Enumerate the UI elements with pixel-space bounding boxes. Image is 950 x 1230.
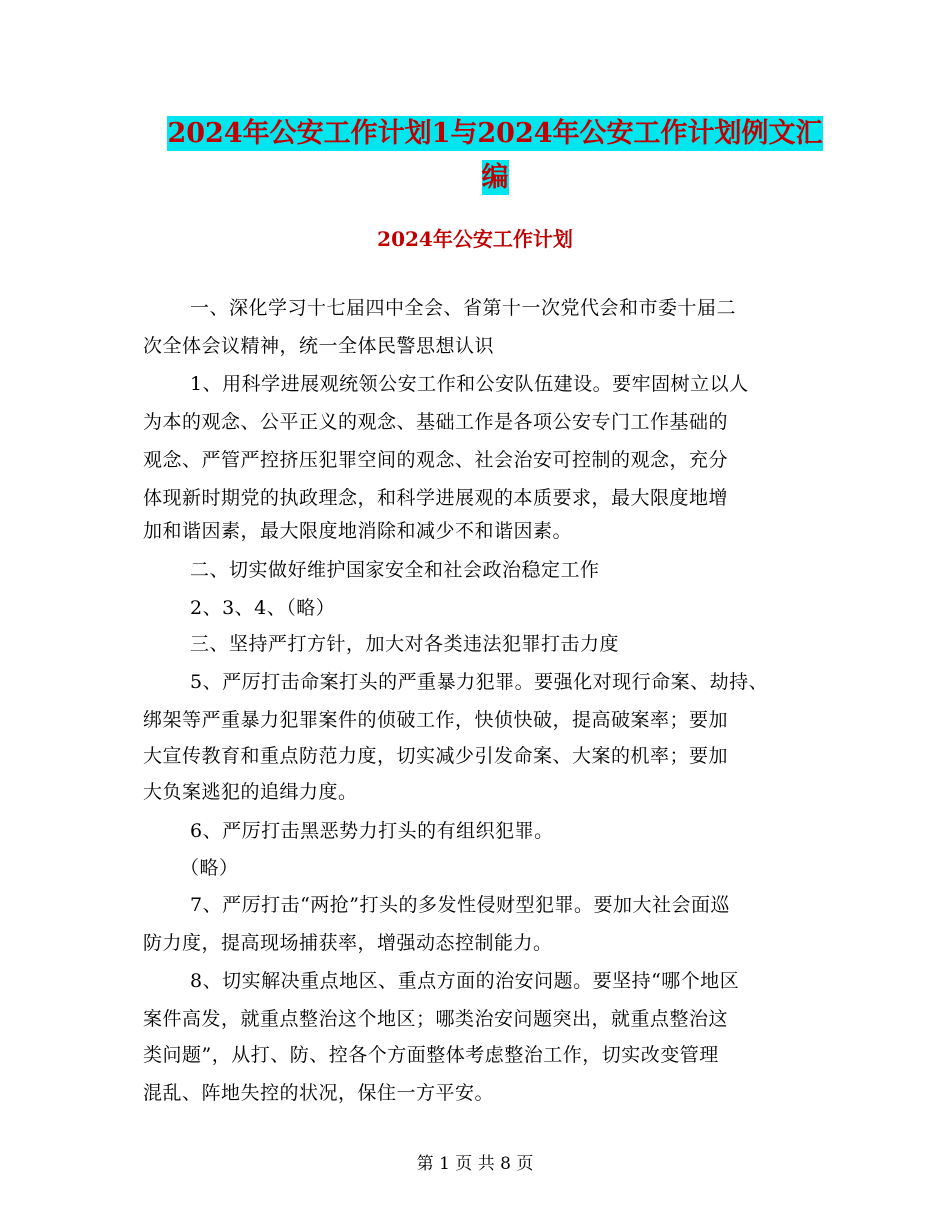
body-line: 加和谐因素，最大限度地消除和减少不和谐因素。 <box>143 520 573 542</box>
page-footer: 第 1 页 共 8 页 <box>416 1154 534 1174</box>
body-line: 体现新时期党的执政理念，和科学进展观的本质要求，最大限度地增 <box>143 487 729 509</box>
body-line: 案件高发，就重点整治这个地区；哪类治安问题突出，就重点整治这 <box>143 1008 729 1030</box>
body-line: 防力度，提高现场捕获率，增强动态控制能力。 <box>143 932 553 954</box>
body-line: 为本的观念、公平正义的观念、基础工作是各项公安专门工作基础的 <box>143 411 729 433</box>
body-line: 6、严厉打击黑恶势力打头的有组织犯罪。 <box>190 820 554 842</box>
document-title-line-1: 2024年公安工作计划1与2024年公安工作计划例文汇 <box>167 118 823 149</box>
body-line: 一、深化学习十七届四中全会、省第十一次党代会和市委十届二 <box>190 297 737 319</box>
body-line: 大负案逃犯的追缉力度。 <box>143 781 358 803</box>
body-line: 大宣传教育和重点防范力度，切实减少引发命案、大案的机率；要加 <box>143 745 729 767</box>
body-line: 类问题”，从打、防、控各个方面整体考虑整治工作，切实改变管理 <box>143 1044 719 1066</box>
body-line: （略） <box>180 857 239 879</box>
body-line: 2、3、4、（略） <box>190 597 336 619</box>
body-line: 次全体会议精神，统一全体民警思想认识 <box>143 335 495 357</box>
body-line: 5、严厉打击命案打头的严重暴力犯罪。要强化对现行命案、劫持、 <box>190 671 769 693</box>
body-line: 1、用科学进展观统领公安工作和公安队伍建设。要牢固树立以人 <box>190 373 749 395</box>
body-line: 三、坚持严打方针，加大对各类违法犯罪打击力度 <box>190 633 620 655</box>
document-title <box>150 112 840 200</box>
section-title: 2024年公安工作计划 <box>377 227 573 251</box>
body-line: 观念、严管严控挤压犯罪空间的观念、社会治安可控制的观念，充分 <box>143 449 729 471</box>
body-line: 8、切实解决重点地区、重点方面的治安问题。要坚持“哪个地区 <box>190 970 740 992</box>
document-title-line-2: 编 <box>481 162 509 193</box>
body-line: 绑架等严重暴力犯罪案件的侦破工作，快侦快破，提高破案率；要加 <box>143 709 729 731</box>
body-line: 二、切实做好维护国家安全和社会政治稳定工作 <box>190 559 600 581</box>
body-line: 7、严厉打击“两抢”打头的多发性侵财型犯罪。要加大社会面巡 <box>190 894 731 916</box>
body-line: 混乱、阵地失控的状况，保住一方平安。 <box>143 1082 495 1104</box>
